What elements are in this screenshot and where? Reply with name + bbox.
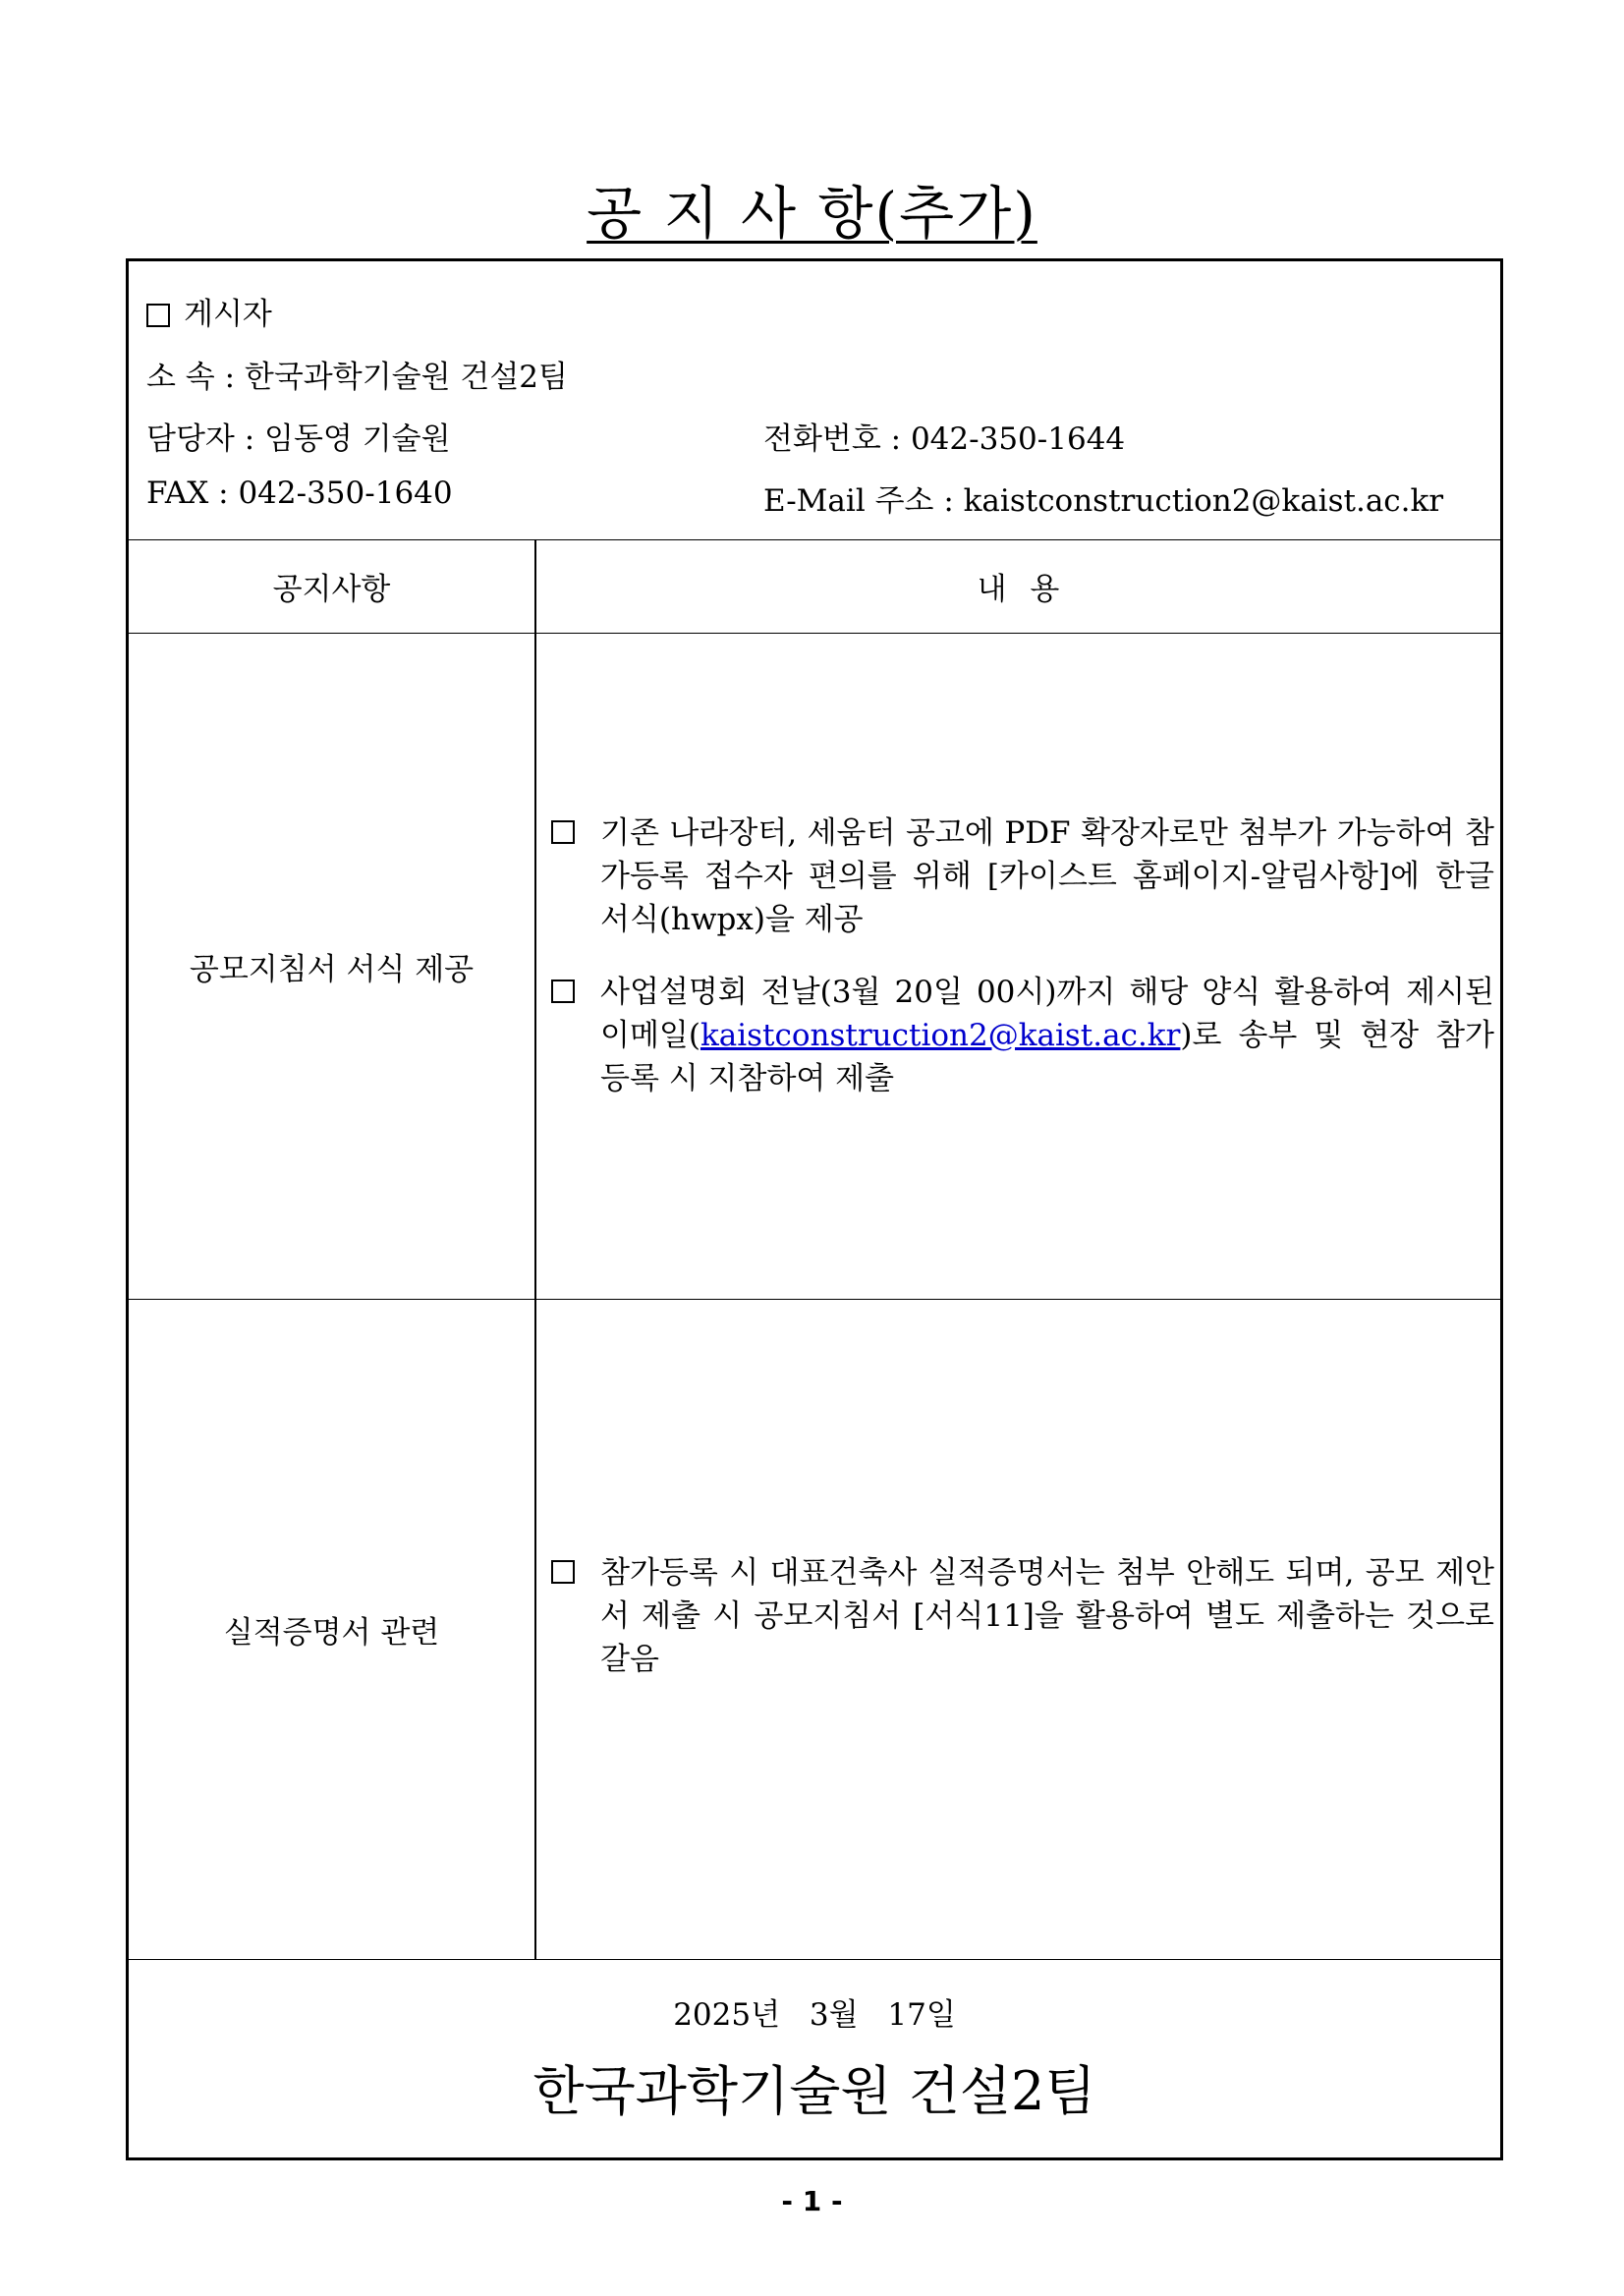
email-value: kaistconstruction2@kaist.ac.kr [963, 483, 1444, 519]
list-item: 사업설명회 전날(3월 20일 00시)까지 해당 양식 활용하여 제시된 이메일(kaistconstruction2@kaist.ac.kr)로 송부 및 현장 참가등록 시 지참하여 제출 [551, 971, 1494, 1100]
row-label-performance-certificate: 실적증명서 관련 [223, 1615, 440, 1651]
divider [129, 1299, 1500, 1300]
column-header-content: 내 용 [977, 572, 1060, 607]
affiliation-label: 소 속 : [146, 360, 236, 395]
email-line [763, 476, 1443, 520]
checkbox-icon [551, 1560, 575, 1584]
organization-name: 한국과학기술원 건설2팀 [532, 2060, 1096, 2122]
notice-frame [126, 258, 1503, 2160]
phone-line [763, 414, 1125, 458]
fax-value: 042-350-1640 [238, 476, 453, 511]
page-number: - 1 - [781, 2185, 843, 2217]
column-divider [534, 539, 536, 1959]
affiliation-line [146, 352, 568, 396]
issue-date: 2025년 3월 17일 [673, 1997, 956, 2033]
phone-value: 042-350-1644 [910, 421, 1126, 457]
contact-value: 임동영 기술원 [264, 421, 451, 457]
checkbox-icon [551, 820, 575, 844]
divider [129, 633, 1500, 634]
divider [129, 539, 1500, 540]
checkbox-icon [146, 304, 170, 327]
divider [129, 1959, 1500, 1960]
email-link[interactable]: kaistconstruction2@kaist.ac.kr [700, 1018, 1181, 1053]
checkbox-icon [551, 980, 575, 1003]
affiliation-value: 한국과학기술원 건설2팀 [244, 360, 568, 395]
phone-label: 전화번호 : [763, 421, 902, 457]
contact-line [146, 414, 451, 458]
row-content-form-provision [551, 812, 1494, 1100]
fax-label: FAX : [146, 476, 229, 511]
email-label: E-Mail 주소 : [763, 483, 954, 519]
poster-header: 게시자 [146, 289, 272, 333]
column-header-notice: 공지사항 [272, 572, 391, 607]
list-item: 기존 나라장터, 세움터 공고에 PDF 확장자로만 첨부가 가능하여 참가등록 접수자 편의를 위해 [카이스트 홈페이지-알림사항]에 한글 서식(hwpx)을 제공 [551, 812, 1494, 941]
page-title: 공 지 사 항(추가) [587, 180, 1037, 247]
contact-label: 담당자 : [146, 421, 255, 457]
fax-line [146, 476, 453, 511]
list-item: 참가등록 시 대표건축사 실적증명서는 첨부 안해도 되며, 공모 제안서 제출 시 공모지침서 [서식11]을 활용하여 별도 제출하는 것으로 갈음 [551, 1551, 1494, 1681]
row-label-form-provision: 공모지침서 서식 제공 [189, 952, 475, 987]
row-content-performance-certificate [551, 1551, 1494, 1681]
